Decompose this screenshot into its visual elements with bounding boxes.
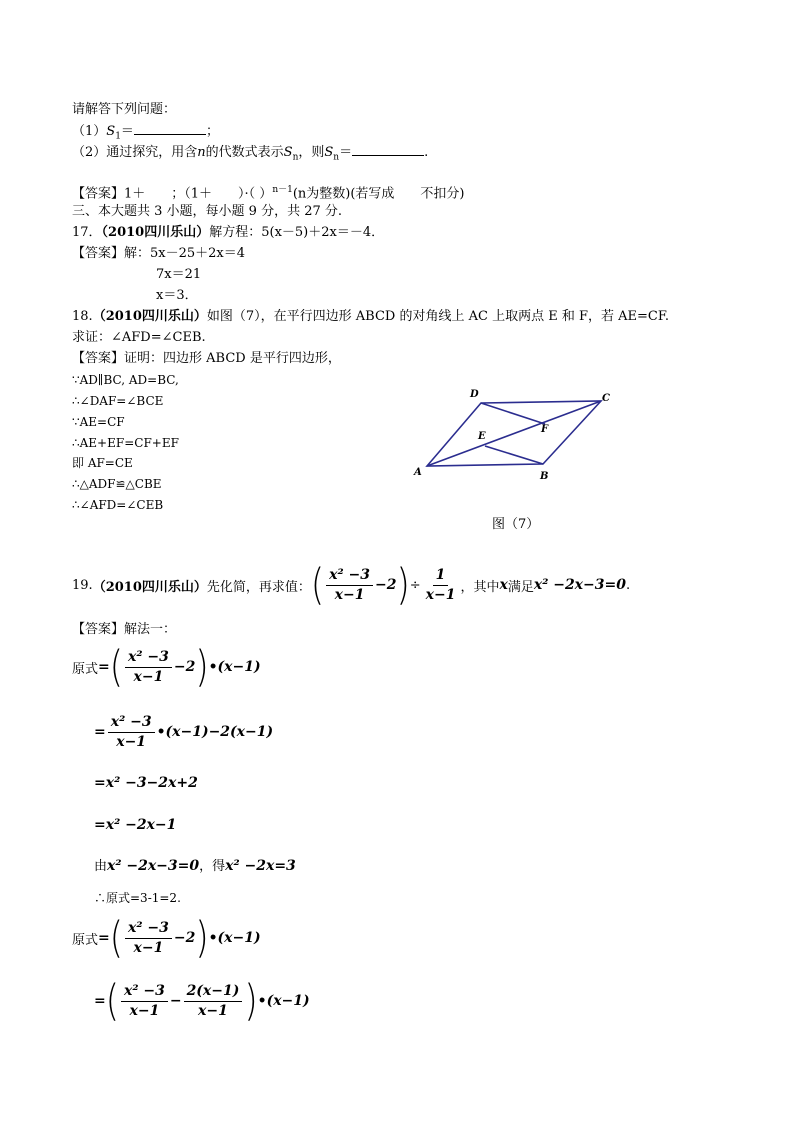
answer-18-line-8: ∴∠AFD=∠CEB (72, 498, 164, 512)
answer-19-result: ∴原式=3-1=2. (94, 891, 181, 905)
answer-19-step-4: =x² −2x−1 (94, 817, 177, 833)
label-d: D (470, 389, 479, 400)
answer-19-alt-step-1: 原式 = ( $\frac{\text{x² −3}}{x-1}$ −2 ) •(x−1) (72, 913, 261, 963)
figure-caption: 图（7） (492, 517, 540, 532)
answer-17-line-1: 【答案】解：5x－25＋2x＝4 (72, 246, 246, 261)
answer-17-line-2: 7x＝21 (156, 267, 202, 282)
answer-18-line-2: ∵AD∥BC, AD=BC, (72, 373, 179, 387)
label-e: E (478, 431, 486, 442)
answer-16: 【答案】1＋ ；（1＋ ）·（ ）$^{n-1}$(n为整数)(若写成 不扣分) (72, 185, 465, 202)
answer-19-heading: 【答案】解法一： (72, 622, 177, 637)
intro-text: 请解答下列问题： (72, 102, 177, 117)
answer-18-line-5: ∴AE+EF=CF+EF (72, 436, 179, 450)
question-18-prove: 求证：∠AFD=∠CEB. (72, 330, 206, 345)
segment-be (485, 446, 543, 464)
question-19: 19. （2010四川乐山） 先化简，再求值： ( $\frac{\text{x² −3}}{x-1}$ −2 ) ÷ $\frac{1}{x-1}$ ，其中 x 满足 x² −2x−3=0 . (72, 560, 631, 610)
answer-19-step-2: = $\frac{\text{x² −3}}{x-1}$ •(x−1) −2(x−1) (94, 713, 274, 750)
answer-19-alt-step-2: = ( $\frac{\text{x² −3}}{x-1}$ − $\frac{2(x-1)}{x-1}$ ) •(x−1) (94, 976, 310, 1026)
answer-blank-1[interactable] (134, 122, 206, 135)
answer-18-line-3: ∴∠DAF=∠BCE (72, 394, 164, 408)
answer-18-line-4: ∵AE=CF (72, 415, 125, 429)
answer-19-step-1: 原式 = ( $\frac{\text{x² −3}}{x-1}$ −2 ) •(x−1) (72, 642, 261, 692)
label-a: A (414, 467, 422, 478)
parallelogram-figure (405, 388, 625, 488)
answer-18-line-7: ∴△ADF≌△CBE (72, 477, 162, 491)
segment-df (481, 403, 545, 424)
answer-blank-2[interactable] (352, 143, 424, 156)
label-b: B (540, 471, 549, 482)
answer-18-line-1: 【答案】证明：四边形 ABCD 是平行四边形， (72, 351, 341, 366)
fraction-x2-3-over-x-1: $\frac{\text{x² −3}}{x-1}$ (326, 568, 373, 603)
diagonal-ac (427, 401, 601, 466)
question-16-part-2: （2）通过探究，用含n的代数式表示$S_n$，则$S_n=$ . (72, 145, 429, 163)
question-16-part-1: $(1)S_1=$ ； (72, 124, 219, 142)
label-c: C (602, 393, 610, 404)
section-3-heading: 三、本大题共 3 小题，每小题 9 分，共 27 分. (72, 204, 343, 219)
answer-19-given: 由x² −2x−3=0，得x² −2x=3 (94, 858, 296, 874)
answer-18-line-6: 即 AF=CE (72, 456, 133, 470)
question-17: 17．（2010四川乐山）解方程：5(x－5)＋2x＝－4． (72, 225, 385, 240)
answer-17-line-3: x＝3． (156, 288, 198, 303)
label-f: F (541, 424, 549, 435)
fraction-1-over-x-1: $\frac{1}{x-1}$ (425, 566, 456, 603)
question-18: 18.（2010四川乐山）如图（7），在平行四边形 ABCD 的对角线上 AC 上取两点 E 和 F，若 AE=CF. (72, 309, 669, 324)
answer-19-step-3: =x² −3−2x+2 (94, 775, 198, 791)
